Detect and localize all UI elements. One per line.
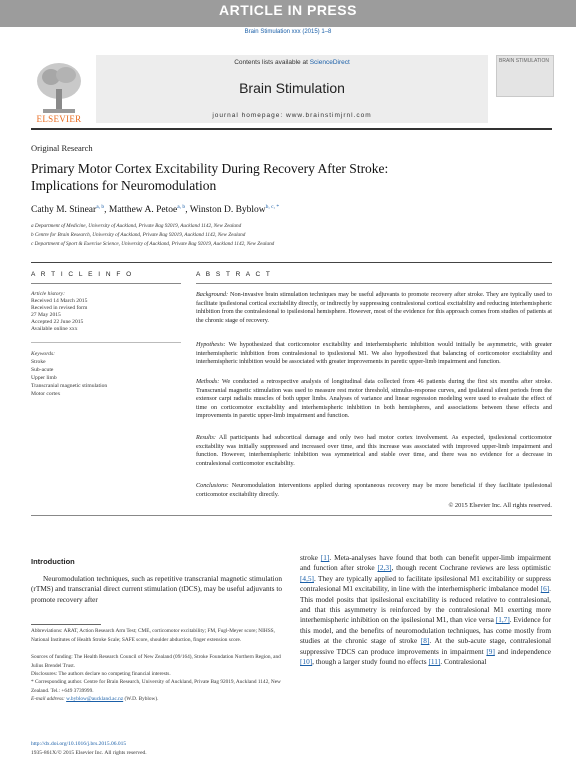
body-text: . Evidence for this model, and the benefits of neuromodulation techniques, has come mostly from studies at the chronic stage of stroke	[300, 615, 551, 646]
footnote-rule	[31, 624, 101, 625]
footnote: Disclosures: The authors declare no competing financial interests.	[31, 671, 171, 677]
citation-link[interactable]: [10]	[300, 657, 313, 667]
body-text: stroke	[300, 553, 321, 562]
abstract-background	[196, 291, 552, 325]
citation-link[interactable]: [1,7]	[495, 615, 510, 625]
body-text: . This model posits that ipsilesional excitability is reduced relative to contralesional, and that this asymmetry is reinforced by the contralesional M1 exerting more interhemispheric inhibition on the ipsilesional M1, than vice versa	[300, 584, 551, 625]
info-rule	[31, 283, 181, 284]
info-rule	[31, 342, 181, 343]
citation-link[interactable]: [6]	[540, 584, 550, 594]
abstract-label: Methods:	[196, 378, 220, 385]
author-name[interactable]: Matthew A. Petoe	[108, 205, 178, 216]
citation-link[interactable]: [9]	[486, 646, 495, 656]
affiliation: c Department of Sport & Exercise Science, University of Auckland, Private Bag 92019, Auckland 1142, New Zealand	[31, 241, 275, 247]
article-title: Primary Motor Cortex Excitability During Recovery After Stroke: Implications for Neuromodulation	[31, 161, 389, 193]
journal-title[interactable]: Brain Stimulation	[239, 80, 345, 96]
abstract-text: Non-invasive brain stimulation techniques may be useful adjuvants to promote recovery after stroke. They are typically used to facilitate ipsilesional cortical excitability directly, or indirectly by suppressing contralesional cortical excitability and reducing interhemispheric inhibition from the contralesional to ipsilesional hemisphere. However, most of the evidence for this approach comes from studies of patients at the chronic stage of recovery.	[196, 291, 552, 324]
author-list: Cathy M. Stinear$^{a, b}$, Matthew A. Petoe$^{a, b}$, Winston D. Byblow$^{b, c, *}$	[31, 204, 280, 216]
author-affiliation-marker[interactable]: a, b	[96, 204, 105, 210]
affiliation: a Department of Medicine, University of Auckland, Private Bag 92019, Auckland 1142, New Zealand	[31, 223, 242, 229]
header-rule	[31, 128, 552, 130]
footnote: Sources of funding: The Health Research Council of New Zealand (09/164), Stroke Foundation Northern Region, and Julius Brendel Trust.	[31, 654, 281, 669]
cover-label: BRAIN STIMULATION	[499, 58, 549, 64]
abstract-hypothesis	[196, 341, 552, 367]
citation-link[interactable]: [8]	[420, 636, 430, 646]
section-rule	[31, 262, 552, 263]
article-info-heading: A R T I C L E I N F O	[31, 271, 134, 278]
keyword[interactable]: Sub-acute	[31, 367, 54, 373]
article-history-label: Article history:	[31, 291, 66, 297]
abstract-label: Results:	[196, 434, 216, 441]
email-line	[31, 695, 282, 704]
article-in-press-banner: ARTICLE IN PRESS	[0, 0, 576, 27]
body-text: . Meta-analyses have found that both can benefit upper-limb impairment and function after stroke	[300, 553, 551, 573]
keyword[interactable]: Stroke	[31, 359, 46, 365]
citation-link[interactable]: [4,5]	[300, 573, 314, 583]
introduction-heading: Introduction	[31, 557, 75, 566]
body-text: and independence	[494, 646, 551, 656]
doi-link[interactable]: http://dx.doi.org/10.1016/j.brs.2015.06.015	[31, 741, 127, 747]
article-type: Original Research	[31, 143, 93, 153]
author-affiliation-marker[interactable]: b, c, *	[265, 204, 280, 210]
elsevier-tree-logo	[31, 57, 87, 121]
body-text: . Contralesional	[440, 657, 487, 667]
abstract-text: We conducted a retrospective analysis of longitudinal data collected from 46 patients during the first six months after stroke. Transcranial magnetic stimulation was used to measure rest motor threshold, stimulus-response curves, and ipsilateral silent periods from the extensor carpi radialis muscles of both upper limbs. Analyses of variance and linear regression modeling were used to evaluate the effect of time on corticomotor excitability and interhemispheric inhibition in both hemispheres, and associations between these effects and improvements in paretic upper-limb impairment and function.	[196, 378, 552, 420]
contents-prefix: Contents lists available at	[234, 59, 310, 66]
body-text: . They are typically applied to facilitate ipsilesional M1 excitability or suppress contralesional M1 excitability, in line with the interhemispheric imbalance model	[300, 573, 551, 594]
abstract-methods	[196, 378, 552, 421]
body-text: , though recent Cochrane reviews are less optimistic	[391, 563, 551, 573]
citation-link[interactable]: [11]	[428, 657, 441, 667]
keyword[interactable]: Transcranial magnetic stimulation	[31, 383, 108, 389]
citation-link[interactable]: [1]	[320, 553, 330, 562]
abstract-heading: A B S T R A C T	[196, 271, 272, 278]
body-text: . At the sub-acute stage, contralesional suppressive TDCS can produce improvements in impairment	[300, 636, 551, 656]
abstract-conclusions	[196, 482, 552, 499]
author-email-link[interactable]: w.byblow@auckland.ac.nz	[66, 696, 124, 702]
author-name[interactable]: Cathy M. Stinear	[31, 205, 97, 216]
affiliation: b Centre for Brain Research, University of Auckland, Private Bag 92019, Auckland 1142, New Zealand	[31, 232, 246, 238]
abstract-text: Neuromodulation interventions applied during spontaneous recovery may be more beneficial if they facilitate ipsilesional corticomotor excitability directly.	[196, 482, 552, 498]
abstract-label: Hypothesis:	[196, 341, 226, 348]
copyright-notice: © 2015 Elsevier Inc. All rights reserved.	[448, 502, 552, 509]
issn-line: 1935-861X/© 2015 Elsevier Inc. All rights reserved.	[31, 750, 147, 756]
history-line: Accepted 22 June 2015	[31, 319, 84, 325]
email-suffix: (W.D. Byblow).	[123, 696, 159, 702]
keyword[interactable]: Motor cortex	[31, 391, 61, 397]
history-line: 27 May 2015	[31, 312, 61, 318]
abstract-text: All participants had subcortical damage and only two had motor cortex involvement. As expected, ipsilesional corticomotor excitability was initially suppressed and increased over time, and this increase was associated with improved upper-limb impairment and function. However, interhemispheric inhibition was symmetrical and stable over time, and there was no evidence for a decrease in contralesional corticomotor excitability.	[196, 434, 552, 467]
footnote: * Corresponding author. Centre for Brain Research, University of Auckland, Private Bag 92019, Auckland 1142, New Zealand. Tel.: +649 3739999.	[31, 679, 281, 694]
footnote: Abbreviations: ARAT, Action Research Arm Test; CME, corticomotor excitability; FM, Fugl-Meyer score; NIHSS, National Institutes of Health Stroke Scale; SAFE score, shoulder abduction, finger extension score.	[31, 628, 275, 643]
journal-homepage[interactable]: journal homepage: www.brainstimjrnl.com	[212, 112, 372, 119]
publisher-name: ELSEVIER	[36, 114, 82, 124]
keyword[interactable]: Upper limb	[31, 375, 57, 381]
history-line: Received 14 March 2015	[31, 298, 88, 304]
history-line: Available online xxx	[31, 326, 78, 332]
abstract-end-rule	[31, 515, 552, 516]
history-line: Received in revised form	[31, 305, 88, 311]
sciencedirect-link[interactable]: ScienceDirect	[309, 59, 350, 66]
abstract-rule	[196, 283, 552, 284]
body-text: , though a larger study found no effects	[312, 657, 429, 667]
email-label: E-mail address:	[31, 696, 65, 702]
abstract-label: Background:	[196, 291, 229, 298]
citation-link[interactable]: [2,3]	[377, 563, 392, 573]
abstract-results	[196, 434, 552, 468]
keywords-label: Keywords:	[31, 351, 56, 357]
author-affiliation-marker[interactable]: a, b	[177, 204, 186, 210]
author-name[interactable]: Winston D. Byblow	[189, 205, 266, 216]
contents-line	[96, 59, 488, 66]
abstract-label: Conclusions:	[196, 482, 229, 489]
introduction-right-column	[300, 553, 551, 667]
journal-citation-header: Brain Stimulation xxx (2015) 1–8	[244, 29, 332, 35]
abstract-text: We hypothesized that corticomotor excitability and interhemispheric inhibition would initially be asymmetric, with greater interhemispheric inhibition from contralesional to ipsilesional M1. We also hypothesized that balancing of corticomotor excitability and interhemispheric inhibition would be associated with greater improvements in paretic upper-limb impairment and function.	[196, 341, 552, 366]
intro-paragraph: Neuromodulation techniques, such as repetitive transcranial magnetic stimulation (rTMS) and transcranial direct current stimulation (tDCS), may be useful adjuvants to promote recovery after	[31, 574, 282, 604]
